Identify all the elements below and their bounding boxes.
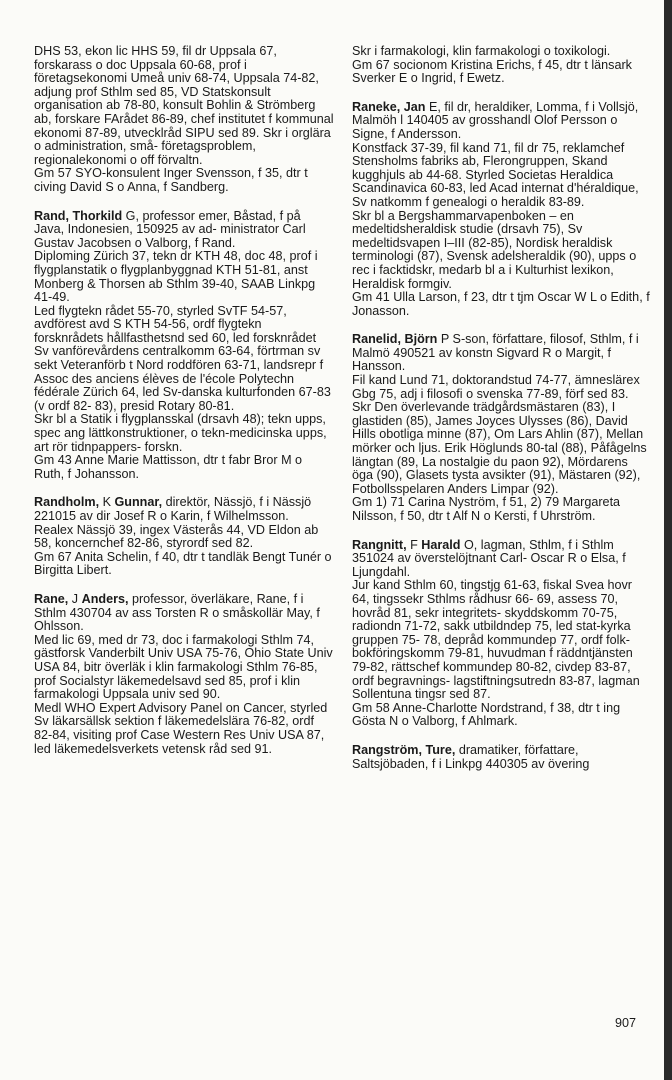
entry-paragraph: Medl WHO Expert Advisory Panel on Cancer, styrled Sv läkarsällsk sektion f läkemedelslära 76-82, ordf 82-84, visiting prof Case Western Res Univ USA 87, led läkemedelsverkets vetensk råd sed 91. [34, 700, 328, 756]
entry-paragraph: Gm 43 Anne Marie Mattisson, dtr t fabr Bror M o Ruth, f Johansson. [34, 453, 303, 481]
entry-raneke [352, 101, 652, 319]
entry-paragraph: Gm 58 Anne-Charlotte Nordstrand, f 38, dtr t ing Gösta N o Valborg, f Ahlmark. [352, 700, 621, 729]
entry-rand [34, 210, 334, 482]
entry-paragraph: Gm 1) 71 Carina Nyström, f 51, 2) 79 Margareta Nilsson, f 50, dtr t Alf N o Kersti, f Uhrström. [352, 495, 621, 523]
entry-randholm [34, 496, 334, 578]
entry-name: Randholm, [34, 495, 100, 510]
entry-paragraph: Gm 41 Ulla Larson, f 23, dtr t tjm Oscar W L o Edith, f Jonasson. [352, 290, 650, 318]
entry-paragraph: Med lic 69, med dr 73, doc i farmakologi Sthlm 74, gästforsk Vanderbilt Univ USA 75-76, Ohio State Univ USA 84, bitr överläk i klin farmakologi Sthlm 76-85, prof Socialstyr läkemedelsavd sed 85, prof i klin farmakologi Uppsala univ sed 90. [34, 632, 333, 702]
entry-lead: O, lagman, Sthlm, f i Sthlm 351024 av överstelöjtnant Carl- Oscar R o Elsa, f Ljungdahl. [352, 537, 626, 579]
entry-paragraph: Jur kand Sthlm 60, tingstjg 61-63, fiskal Svea hovr 64, tingssekr Sthlms rådhusr 66- 69, assess 70, hovråd 81, sekr integritets- skyddskomm 70-75, radiondn 71-72, sakk utbildndep 75, led stat-kyrka gruppen 75- 78, depråd kommundep 77, ordf folk- bokföringskomm 79-81, huvudman f räddntjänsten 79-82, rättschef kommundep 80-82, civdep 83-87, ordf begravnings- lagstiftningsutredn 83-87, lagman Sollentuna tingsr sed 87. [352, 578, 640, 702]
entry-lead: G, professor emer, Båstad, f på Java, Indonesien, 150925 av ad- ministrator Carl Gustav Jacobsen o Valborg, f Rand. [34, 208, 306, 250]
entry-paragraph: Realex Nässjö 39, ingex Västerås 44, VD Eldon ab 58, koncernchef 82-86, styrordf sed 82. [34, 522, 319, 551]
entry-name: Rane, [34, 591, 69, 606]
entry-paragraph: Skr bl a Bergshammarvapenboken – en medeltidsheraldisk studie (drsavh 75), Sv medeltidsvapen I–III (82-85), Nordisk heraldisk terminologi (87), Svensk adelsheraldik (90), upps o rec i facktidskr, medarb bl a i Kulturhist lexikon, Heraldisk formgiv. [352, 208, 637, 291]
left-column [34, 45, 334, 771]
right-column [352, 45, 652, 786]
entry-given-name: Gunnar, [114, 495, 163, 510]
entry-name: Raneke, Jan [352, 99, 426, 114]
entry-ranelid [352, 333, 652, 523]
entry-heading [352, 744, 652, 771]
entry-name: Ranelid, Björn [352, 332, 438, 347]
entry-paragraph: Diploming Zürich 37, tekn dr KTH 48, doc 48, prof i flygplanstatik o flygplanbyggnad KTH 51-81, anst Monberg & Thorsen ab Sthlm 39-40, SAAB Linkpg 41-49. [34, 249, 318, 305]
entry-paragraph: Skr Den överlevande trädgårdsmästaren (83), I glastiden (85), James Joyces Ulysses (86), David Hills obotliga minne (87), Om Lars Ahlin (87), Mellan mörker och ljus. Erik Höglunds 80-tal (88), Påfågelns längtan (89, La nostalgie du paon 92), Mördarens öga (90), Glasets tysta avsikter (91), Mästaren (92), Fotbollsspelaren Anders Limpar (92). [352, 400, 647, 496]
entry-paragraph: Konstfack 37-39, fil kand 71, fil dr 75, reklamchef Stensholms fabriks ab, Flerongruppen, Skand kugghjuls ab 44-68. Styrled Societas Heraldica Scandinavica 60-83, led Acad internat d'héraldique, Sv natkomm f genealogi o heraldik 83-89. [352, 140, 639, 209]
entry-name: Rand, Thorkild [34, 208, 123, 223]
entry-heading [352, 101, 652, 142]
entry-paragraph: Gm 67 Anita Schelin, f 40, dtr t tandläk Bengt Tunér o Birgitta Libert. [34, 549, 332, 578]
entry-rane [34, 593, 334, 756]
entry-heading [34, 593, 334, 634]
entry-name: Rangström, Ture, [352, 742, 456, 757]
entry-lead: dramatiker, författare, Saltsjöbaden, f i Linkpg 440305 av övering [352, 742, 590, 771]
entry-lead: J [68, 591, 82, 606]
entry-paragraph: DHS 53, ekon lic HHS 59, fil dr Uppsala 67, forskarass o doc Uppsala 60-68, prof i företagsekonomi Umeå univ 68-74, Uppsala 74-82, adjung prof Sthlm sed 85, VD Statskonsult organisation ab 78-80, konsult Bohlin & Strömberg ab, forskare FArådet 86-89, chef institutet f kommunal ekonomi 87-89, utvecklråd SIPU sed 89. Skr i orglära o administration, små- företagsproblem, regionalekonomi o off förvaltn. [34, 44, 334, 167]
entry-lead: F [406, 537, 422, 552]
entry-continuation [34, 45, 334, 195]
entry-paragraph: Led flygtekn rådet 55-70, styrled SvTF 54-57, avdförest avd S KTH 54-56, ordf flygtekn forsknrådets hållfasthetsnd sed 60, led forsknrådet Sv vanförevårdens centralkomm 63-64, förtrman sv sekt Veteranförb t Nord roddfören 63-71, landsrepr f Assoc des anciens élèves de l'école Polytechn fédérale Zürich 64, led Sv-danska kulturfonden 67-83 (v ordf 82- 83), presid Rotary 80-81. [34, 303, 331, 413]
entry-heading [352, 539, 652, 580]
entry-name: Rangnitt, [352, 537, 407, 552]
entry-lead: direktör, Nässjö, f i Nässjö 221015 av dir Josef R o Karin, f Wilhelmsson. [34, 495, 312, 523]
entry-heading [352, 333, 652, 374]
entry-given-name: Anders, [81, 591, 129, 606]
entry-continuation [352, 45, 652, 86]
entry-lead: K [99, 495, 115, 510]
entry-paragraph: Gm 67 socionom Kristina Erichs, f 45, dtr t länsark Sverker E o Ingrid, f Ewetz. [352, 57, 632, 86]
entry-lead: P S-son, författare, filosof, Sthlm, f i Malmö 490521 av konstn Sigvard R o Margit, f Hansson. [352, 332, 639, 374]
entry-rangstrom [352, 744, 652, 771]
page-number: 907 [614, 1016, 636, 1030]
entry-paragraph: Skr i farmakologi, klin farmakologi o toxikologi. [352, 44, 611, 58]
entry-rangnitt [352, 539, 652, 729]
entry-heading [34, 210, 334, 251]
page-edge-shadow [664, 0, 672, 1080]
entry-given-name: Harald [421, 537, 461, 552]
entry-paragraph: Gm 57 SYO-konsulent Inger Svensson, f 35, dtr t civing David S o Anna, f Sandberg. [34, 166, 308, 194]
entry-paragraph: Fil kand Lund 71, doktorandstud 74-77, ämneslärex Gbg 75, adj i filosofi o svenska 77-89, förf sed 83. [352, 373, 640, 401]
entry-lead: E, fil dr, heraldiker, Lomma, f i Vollsjö, Malmöh l 140405 av grosshandl Olof Persson o Signe, f Andersson. [352, 99, 639, 141]
entry-lead: professor, överläkare, Rane, f i Sthlm 430704 av ass Torsten R o småskollär May, f Ohlsson. [34, 591, 320, 634]
entry-heading [34, 496, 334, 523]
entry-paragraph: Skr bl a Statik i flygplansskal (drsavh 48); tekn upps, spec ang lättkonstruktioner, o tekn-medicinska upps, art rör tidnpappers- forskn. [34, 412, 327, 454]
